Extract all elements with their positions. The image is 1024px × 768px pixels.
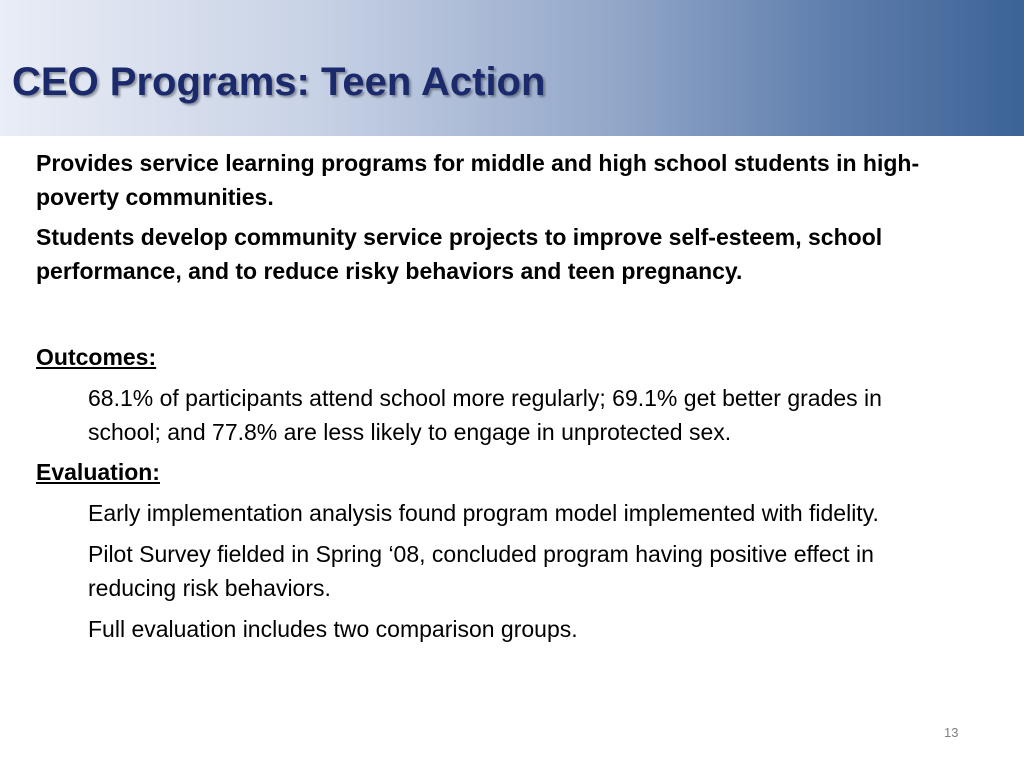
slide-body [36, 146, 956, 646]
evaluation-item: Pilot Survey fielded in Spring ‘08, concluded program having positive effect in reducing risk behaviors. [88, 541, 874, 601]
intro-paragraph-2: Students develop community service projects to improve self-esteem, school performance, and to reduce risky behaviors and teen pregnancy. [36, 224, 883, 284]
intro-paragraph-1: Provides service learning programs for middle and high school students in high-poverty communities. [36, 150, 920, 210]
page-number: 13 [944, 725, 959, 740]
evaluation-heading: Evaluation: [36, 459, 160, 485]
outcome-item: 68.1% of participants attend school more regularly; 69.1% get better grades in school; and 77.8% are less likely to engage in unprotected sex. [88, 385, 882, 445]
slide-title: CEO Programs: Teen Action [12, 60, 546, 104]
evaluation-item: Early implementation analysis found program model implemented with fidelity. [88, 500, 879, 526]
evaluation-item: Full evaluation includes two comparison groups. [88, 616, 578, 642]
outcomes-heading: Outcomes: [36, 344, 157, 370]
